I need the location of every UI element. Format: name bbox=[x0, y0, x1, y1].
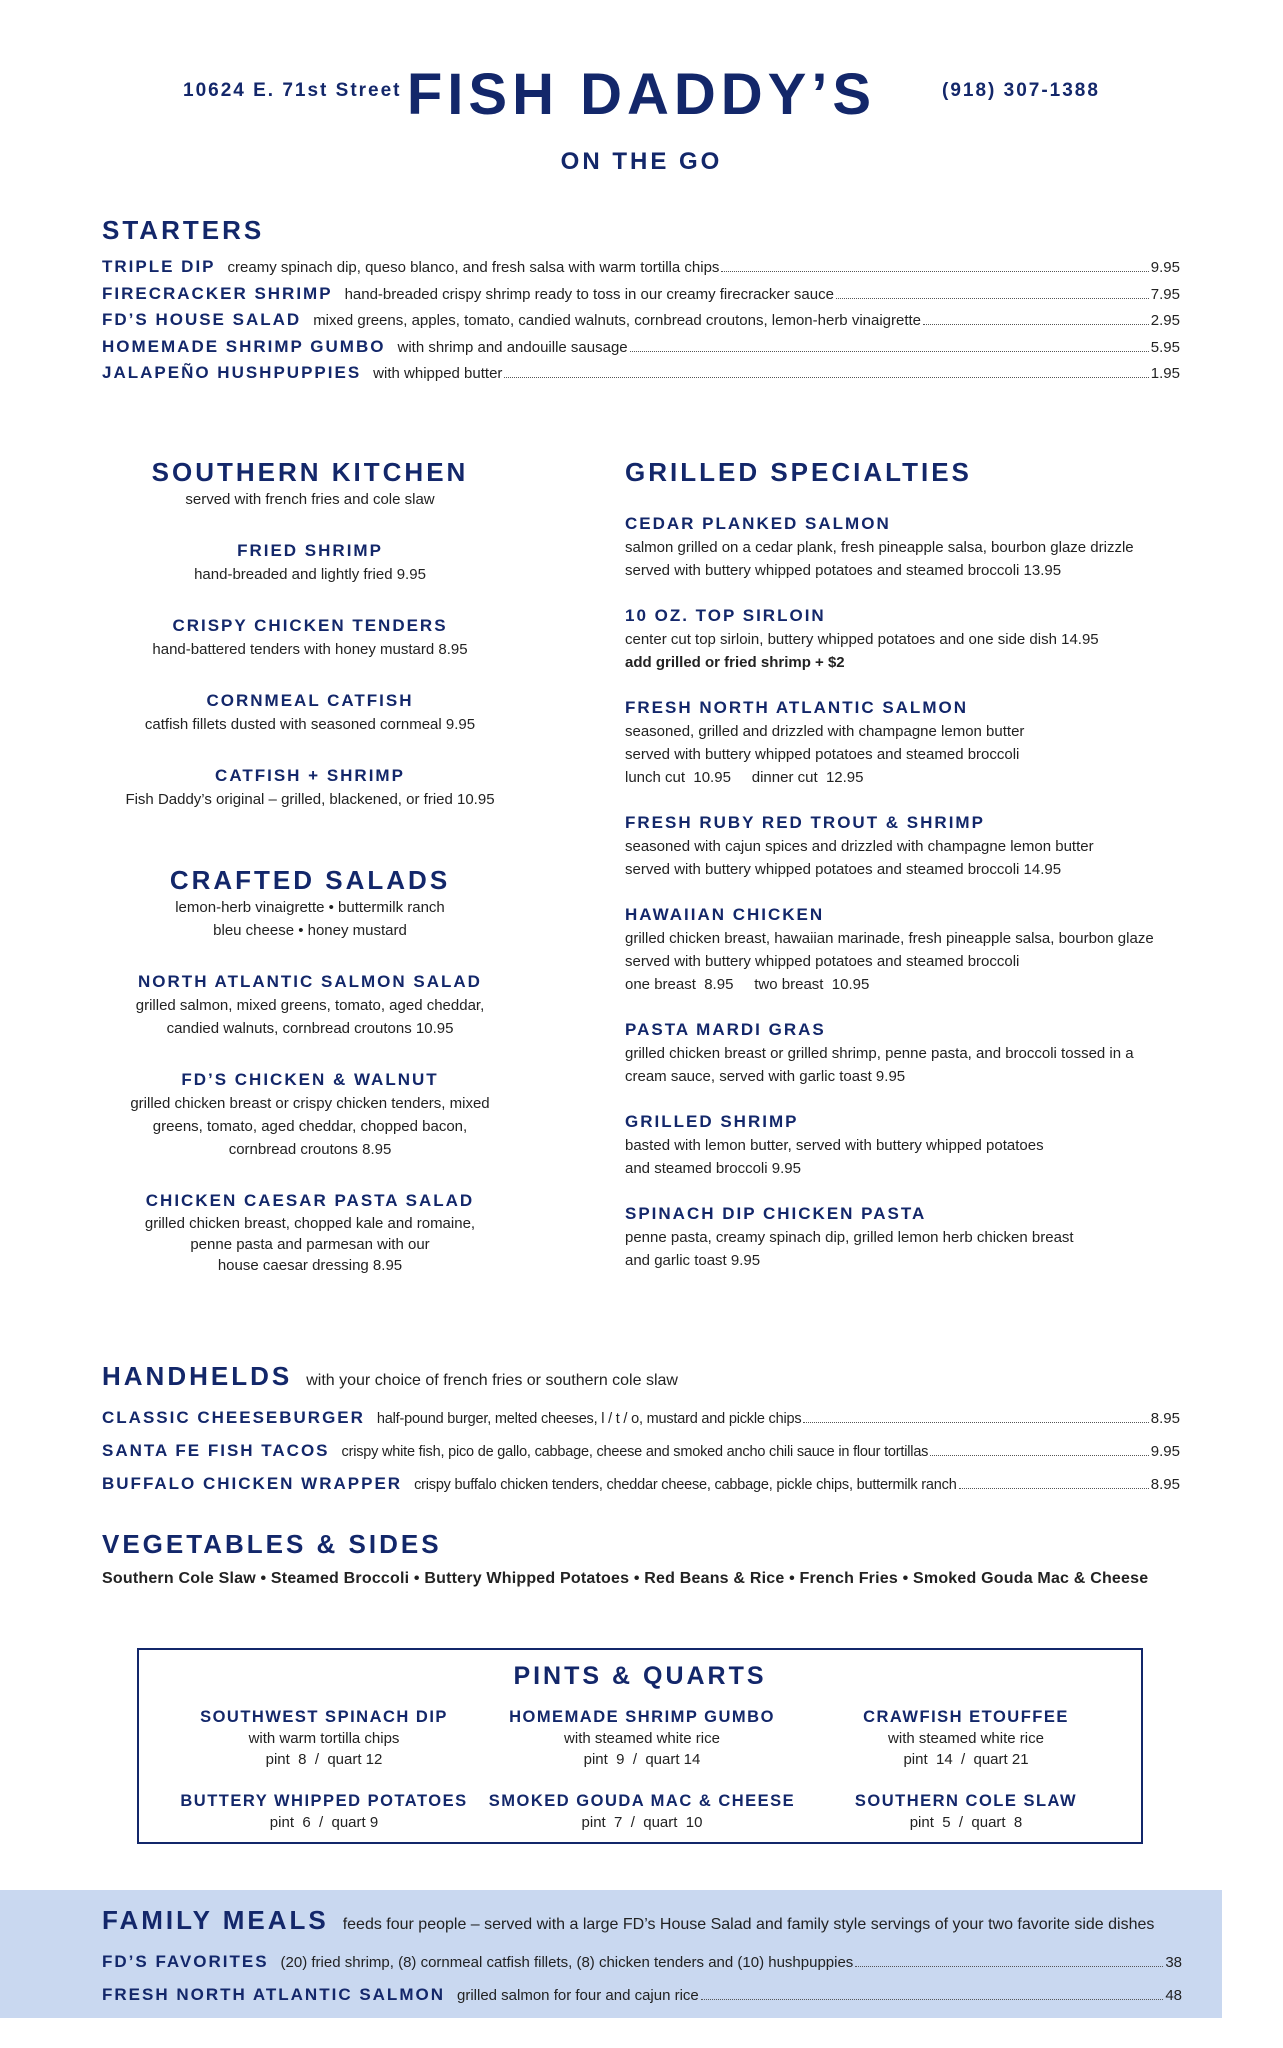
menu-row bbox=[102, 360, 1180, 387]
dot-leader bbox=[959, 1488, 1149, 1489]
pq-item bbox=[159, 1706, 489, 1770]
handhelds-title: HANDHELDS bbox=[102, 1361, 293, 1391]
item-name: PASTA MARDI GRAS bbox=[625, 1020, 826, 1039]
item-name: FRIED SHRIMP bbox=[237, 541, 383, 560]
item-name: JALAPEÑO HUSHPUPPIES bbox=[102, 363, 362, 382]
item-name: GRILLED SHRIMP bbox=[625, 1112, 799, 1131]
menu-item bbox=[625, 1202, 1205, 1272]
item-desc: with whipped butter bbox=[373, 365, 503, 382]
item-desc: grilled chicken breast, hawaiian marinade, fresh pineapple salsa, bourbon glaze bbox=[625, 930, 1154, 947]
item-desc: candied walnuts, cornbread croutons 10.95 bbox=[166, 1020, 454, 1037]
item-desc: half-pound burger, melted cheeses, l / t / o, mustard and pickle chips bbox=[376, 1411, 802, 1427]
item-sizes: pint 5 / quart 8 bbox=[909, 1814, 1023, 1831]
sides-heading: VEGETABLES & SIDES bbox=[102, 1529, 442, 1559]
dot-leader bbox=[803, 1422, 1148, 1423]
item-price: 8.95 bbox=[1150, 1476, 1180, 1493]
family-meals-heading bbox=[102, 1904, 1182, 1941]
menu-row bbox=[102, 307, 1180, 334]
menu-row bbox=[102, 334, 1180, 361]
item-price: 5.95 bbox=[1150, 338, 1180, 356]
item-desc: seasoned, grilled and drizzled with champagne lemon butter bbox=[625, 723, 1025, 740]
item-name: SMOKED GOUDA MAC & CHEESE bbox=[488, 1792, 796, 1810]
item-desc: house caesar dressing 8.95 bbox=[217, 1257, 403, 1274]
menu-item bbox=[625, 604, 1205, 674]
item-desc: center cut top sirloin, buttery whipped potatoes and one side dish 14.95 bbox=[625, 631, 1099, 648]
menu-item bbox=[95, 1068, 525, 1161]
menu-row bbox=[102, 1401, 1180, 1434]
item-desc: creamy spinach dip, queso blanco, and fresh salsa with warm tortilla chips bbox=[227, 259, 720, 276]
item-sizes: pint 9 / quart 14 bbox=[583, 1751, 701, 1768]
item-name: CORNMEAL CATFISH bbox=[206, 691, 414, 710]
item-name: SANTA FE FISH TACOS bbox=[102, 1441, 330, 1460]
dot-leader bbox=[701, 1999, 1164, 2000]
item-prices: lunch cut 10.95 dinner cut 12.95 bbox=[625, 769, 864, 786]
menu-item bbox=[95, 1189, 525, 1276]
pq-item bbox=[801, 1706, 1131, 1770]
dot-leader bbox=[836, 298, 1149, 299]
menu-row bbox=[102, 281, 1180, 308]
handhelds-section bbox=[102, 1360, 1180, 1500]
item-name: CRAWFISH ETOUFFEE bbox=[863, 1708, 1069, 1726]
item-desc: basted with lemon butter, served with buttery whipped potatoes bbox=[625, 1137, 1044, 1154]
item-name: 10 OZ. TOP SIRLOIN bbox=[625, 606, 826, 625]
family-meals-title: FAMILY MEALS bbox=[102, 1905, 329, 1935]
item-name: FIRECRACKER SHRIMP bbox=[102, 283, 333, 303]
family-meals-note: feeds four people – served with a large FD’s House Salad and family style servings of your two favorite side dishes bbox=[342, 1916, 1155, 1933]
item-name: SOUTHWEST SPINACH DIP bbox=[200, 1708, 448, 1726]
dot-leader bbox=[504, 377, 1148, 378]
menu-row bbox=[102, 1945, 1182, 1978]
section-note: served with french fries and cole slaw bbox=[185, 491, 435, 508]
item-price: 2.95 bbox=[1150, 312, 1180, 329]
pints-quarts-heading: PINTS & QUARTS bbox=[513, 1662, 767, 1690]
item-desc: grilled chicken breast, chopped kale and romaine, bbox=[144, 1215, 476, 1232]
item-price: 9.95 bbox=[1150, 1443, 1180, 1460]
restaurant-title: FISH DADDY’S bbox=[406, 62, 877, 127]
dot-leader bbox=[855, 1966, 1163, 1967]
item-name: BUFFALO CHICKEN WRAPPER bbox=[102, 1474, 403, 1493]
item-desc: with steamed white rice bbox=[888, 1730, 1044, 1747]
item-desc: and garlic toast 9.95 bbox=[625, 1252, 761, 1269]
grilled-specialties-heading: GRILLED SPECIALTIES bbox=[625, 457, 972, 487]
pq-item bbox=[801, 1790, 1131, 1833]
item-name: FRESH RUBY RED TROUT & SHRIMP bbox=[625, 813, 985, 832]
item-addon: add grilled or fried shrimp + $2 bbox=[625, 654, 845, 671]
item-desc: crispy white fish, pico de gallo, cabbage, cheese and smoked ancho chili sauce in flour tortillas bbox=[341, 1444, 929, 1460]
item-name: HOMEMADE SHRIMP GUMBO bbox=[102, 336, 386, 356]
southern-kitchen-heading: SOUTHERN KITCHEN bbox=[151, 457, 469, 487]
item-name: FRESH NORTH ATLANTIC SALMON bbox=[102, 1985, 445, 2004]
menu-subtitle: ON THE GO bbox=[560, 148, 723, 175]
item-sizes: pint 6 / quart 9 bbox=[269, 1814, 379, 1831]
item-desc: served with buttery whipped potatoes and steamed broccoli 14.95 bbox=[625, 861, 1062, 878]
item-desc: penne pasta and parmesan with our bbox=[190, 1236, 430, 1253]
sides-list: Southern Cole Slaw • Steamed Broccoli • Buttery Whipped Potatoes • Red Beans & Rice • French Fries • Smoked Gouda Mac & Cheese bbox=[102, 1570, 1149, 1587]
item-desc: salmon grilled on a cedar plank, fresh pineapple salsa, bourbon glaze drizzle bbox=[625, 539, 1134, 556]
item-desc: seasoned with cajun spices and drizzled with champagne lemon butter bbox=[625, 838, 1094, 855]
menu-item bbox=[95, 689, 525, 736]
item-desc: with shrimp and andouille sausage bbox=[397, 338, 628, 356]
starters-heading: STARTERS bbox=[102, 215, 265, 245]
crafted-salads-heading: CRAFTED SALADS bbox=[169, 865, 451, 895]
item-desc: greens, tomato, aged cheddar, chopped bacon, bbox=[152, 1118, 468, 1135]
item-desc: cream sauce, served with garlic toast 9.95 bbox=[625, 1068, 906, 1085]
dot-leader bbox=[721, 271, 1148, 272]
item-price: 38 bbox=[1165, 1954, 1182, 1971]
item-desc: crispy buffalo chicken tenders, cheddar cheese, cabbage, pickle chips, buttermilk ranch bbox=[414, 1477, 957, 1493]
dressings-line: bleu cheese • honey mustard bbox=[213, 922, 407, 939]
menu-item bbox=[95, 539, 525, 586]
pq-item bbox=[477, 1790, 807, 1833]
item-desc: with warm tortilla chips bbox=[248, 1730, 400, 1747]
item-desc: served with buttery whipped potatoes and steamed broccoli 13.95 bbox=[625, 562, 1062, 579]
menu-item bbox=[625, 811, 1205, 881]
item-desc: mixed greens, apples, tomato, candied walnuts, cornbread croutons, lemon-herb vinaigrette bbox=[313, 312, 922, 329]
menu-row bbox=[102, 1434, 1180, 1467]
dressings-line: lemon-herb vinaigrette • buttermilk ranch bbox=[175, 899, 445, 916]
item-desc: Fish Daddy’s original – grilled, blackened, or fried 10.95 bbox=[125, 791, 495, 808]
restaurant-phone: (918) 307-1388 bbox=[942, 80, 1100, 101]
item-price: 48 bbox=[1165, 1987, 1182, 2004]
item-desc: hand-breaded crispy shrimp ready to toss in our creamy firecracker sauce bbox=[344, 285, 834, 303]
item-prices: one breast 8.95 two breast 10.95 bbox=[625, 976, 870, 993]
item-desc: cornbread croutons 8.95 bbox=[228, 1141, 392, 1158]
pq-item bbox=[477, 1706, 807, 1770]
item-name: FRESH NORTH ATLANTIC SALMON bbox=[625, 698, 968, 717]
item-desc: served with buttery whipped potatoes and steamed broccoli bbox=[625, 746, 1020, 763]
pq-item bbox=[159, 1790, 489, 1833]
menu-item bbox=[625, 696, 1205, 789]
menu-row bbox=[102, 1467, 1180, 1500]
item-desc: hand-breaded and lightly fried 9.95 bbox=[194, 566, 426, 583]
item-desc: served with buttery whipped potatoes and steamed broccoli bbox=[625, 953, 1020, 970]
item-name: TRIPLE DIP bbox=[102, 257, 216, 276]
item-price: 8.95 bbox=[1150, 1410, 1180, 1427]
pints-quarts-box bbox=[137, 1648, 1143, 1844]
crafted-salads-section bbox=[95, 864, 525, 1276]
item-sizes: pint 8 / quart 12 bbox=[265, 1751, 383, 1768]
starters-section bbox=[102, 214, 1180, 387]
item-name: HOMEMADE SHRIMP GUMBO bbox=[509, 1708, 775, 1726]
item-desc: and steamed broccoli 9.95 bbox=[625, 1160, 801, 1177]
menu-item bbox=[625, 1018, 1205, 1088]
handhelds-heading bbox=[102, 1360, 1180, 1397]
item-desc: grilled chicken breast or crispy chicken tenders, mixed bbox=[130, 1095, 490, 1112]
menu-item bbox=[625, 512, 1205, 582]
item-desc: catfish fillets dusted with seasoned cornmeal 9.95 bbox=[144, 716, 476, 733]
item-price: 7.95 bbox=[1150, 285, 1180, 303]
item-desc: (20) fried shrimp, (8) cornmeal catfish fillets, (8) chicken tenders and (10) hushpuppies bbox=[280, 1954, 854, 1971]
item-name: CATFISH + SHRIMP bbox=[215, 766, 405, 785]
menu-row bbox=[102, 1978, 1182, 2011]
restaurant-address: 10624 E. 71st Street bbox=[183, 80, 402, 101]
menu-item bbox=[95, 970, 525, 1040]
dot-leader bbox=[923, 324, 1149, 325]
item-desc: grilled salmon, mixed greens, tomato, aged cheddar, bbox=[135, 997, 485, 1014]
item-name: FD’S FAVORITES bbox=[102, 1952, 269, 1971]
item-name: CRISPY CHICKEN TENDERS bbox=[172, 616, 448, 635]
item-desc: hand-battered tenders with honey mustard 8.95 bbox=[152, 641, 468, 658]
item-name: NORTH ATLANTIC SALMON SALAD bbox=[138, 972, 482, 991]
item-sizes: pint 14 / quart 21 bbox=[903, 1751, 1029, 1768]
item-desc: with steamed white rice bbox=[564, 1730, 720, 1747]
menu-item bbox=[95, 614, 525, 661]
item-desc: grilled chicken breast or grilled shrimp, penne pasta, and broccoli tossed in a bbox=[625, 1045, 1134, 1062]
item-name: CLASSIC CHEESEBURGER bbox=[102, 1408, 365, 1427]
menu-item bbox=[625, 903, 1205, 996]
dot-leader bbox=[630, 351, 1149, 352]
menu-item bbox=[625, 1110, 1205, 1180]
item-sizes: pint 7 / quart 10 bbox=[581, 1814, 703, 1831]
item-price: 1.95 bbox=[1150, 365, 1180, 382]
item-desc: penne pasta, creamy spinach dip, grilled lemon herb chicken breast bbox=[625, 1229, 1074, 1246]
item-name: SPINACH DIP CHICKEN PASTA bbox=[625, 1204, 927, 1223]
dot-leader bbox=[930, 1455, 1149, 1456]
family-meals-band bbox=[0, 1890, 1222, 2018]
handhelds-note: with your choice of french fries or southern cole slaw bbox=[306, 1372, 678, 1389]
item-name: BUTTERY WHIPPED POTATOES bbox=[180, 1792, 468, 1810]
item-name: FD’S HOUSE SALAD bbox=[102, 310, 302, 329]
item-name: CEDAR PLANKED SALMON bbox=[625, 514, 891, 533]
southern-kitchen-section bbox=[95, 456, 525, 811]
item-name: HAWAIIAN CHICKEN bbox=[625, 905, 825, 924]
item-price: 9.95 bbox=[1150, 259, 1180, 276]
menu-item bbox=[95, 764, 525, 811]
grilled-specialties-section bbox=[625, 456, 1205, 1272]
item-name: CHICKEN CAESAR PASTA SALAD bbox=[145, 1191, 475, 1210]
item-name: SOUTHERN COLE SLAW bbox=[854, 1792, 1078, 1810]
item-desc: grilled salmon for four and cajun rice bbox=[456, 1987, 699, 2004]
menu-row bbox=[102, 254, 1180, 281]
item-name: FD’S CHICKEN & WALNUT bbox=[181, 1070, 439, 1089]
family-meals-section bbox=[102, 1904, 1182, 2011]
